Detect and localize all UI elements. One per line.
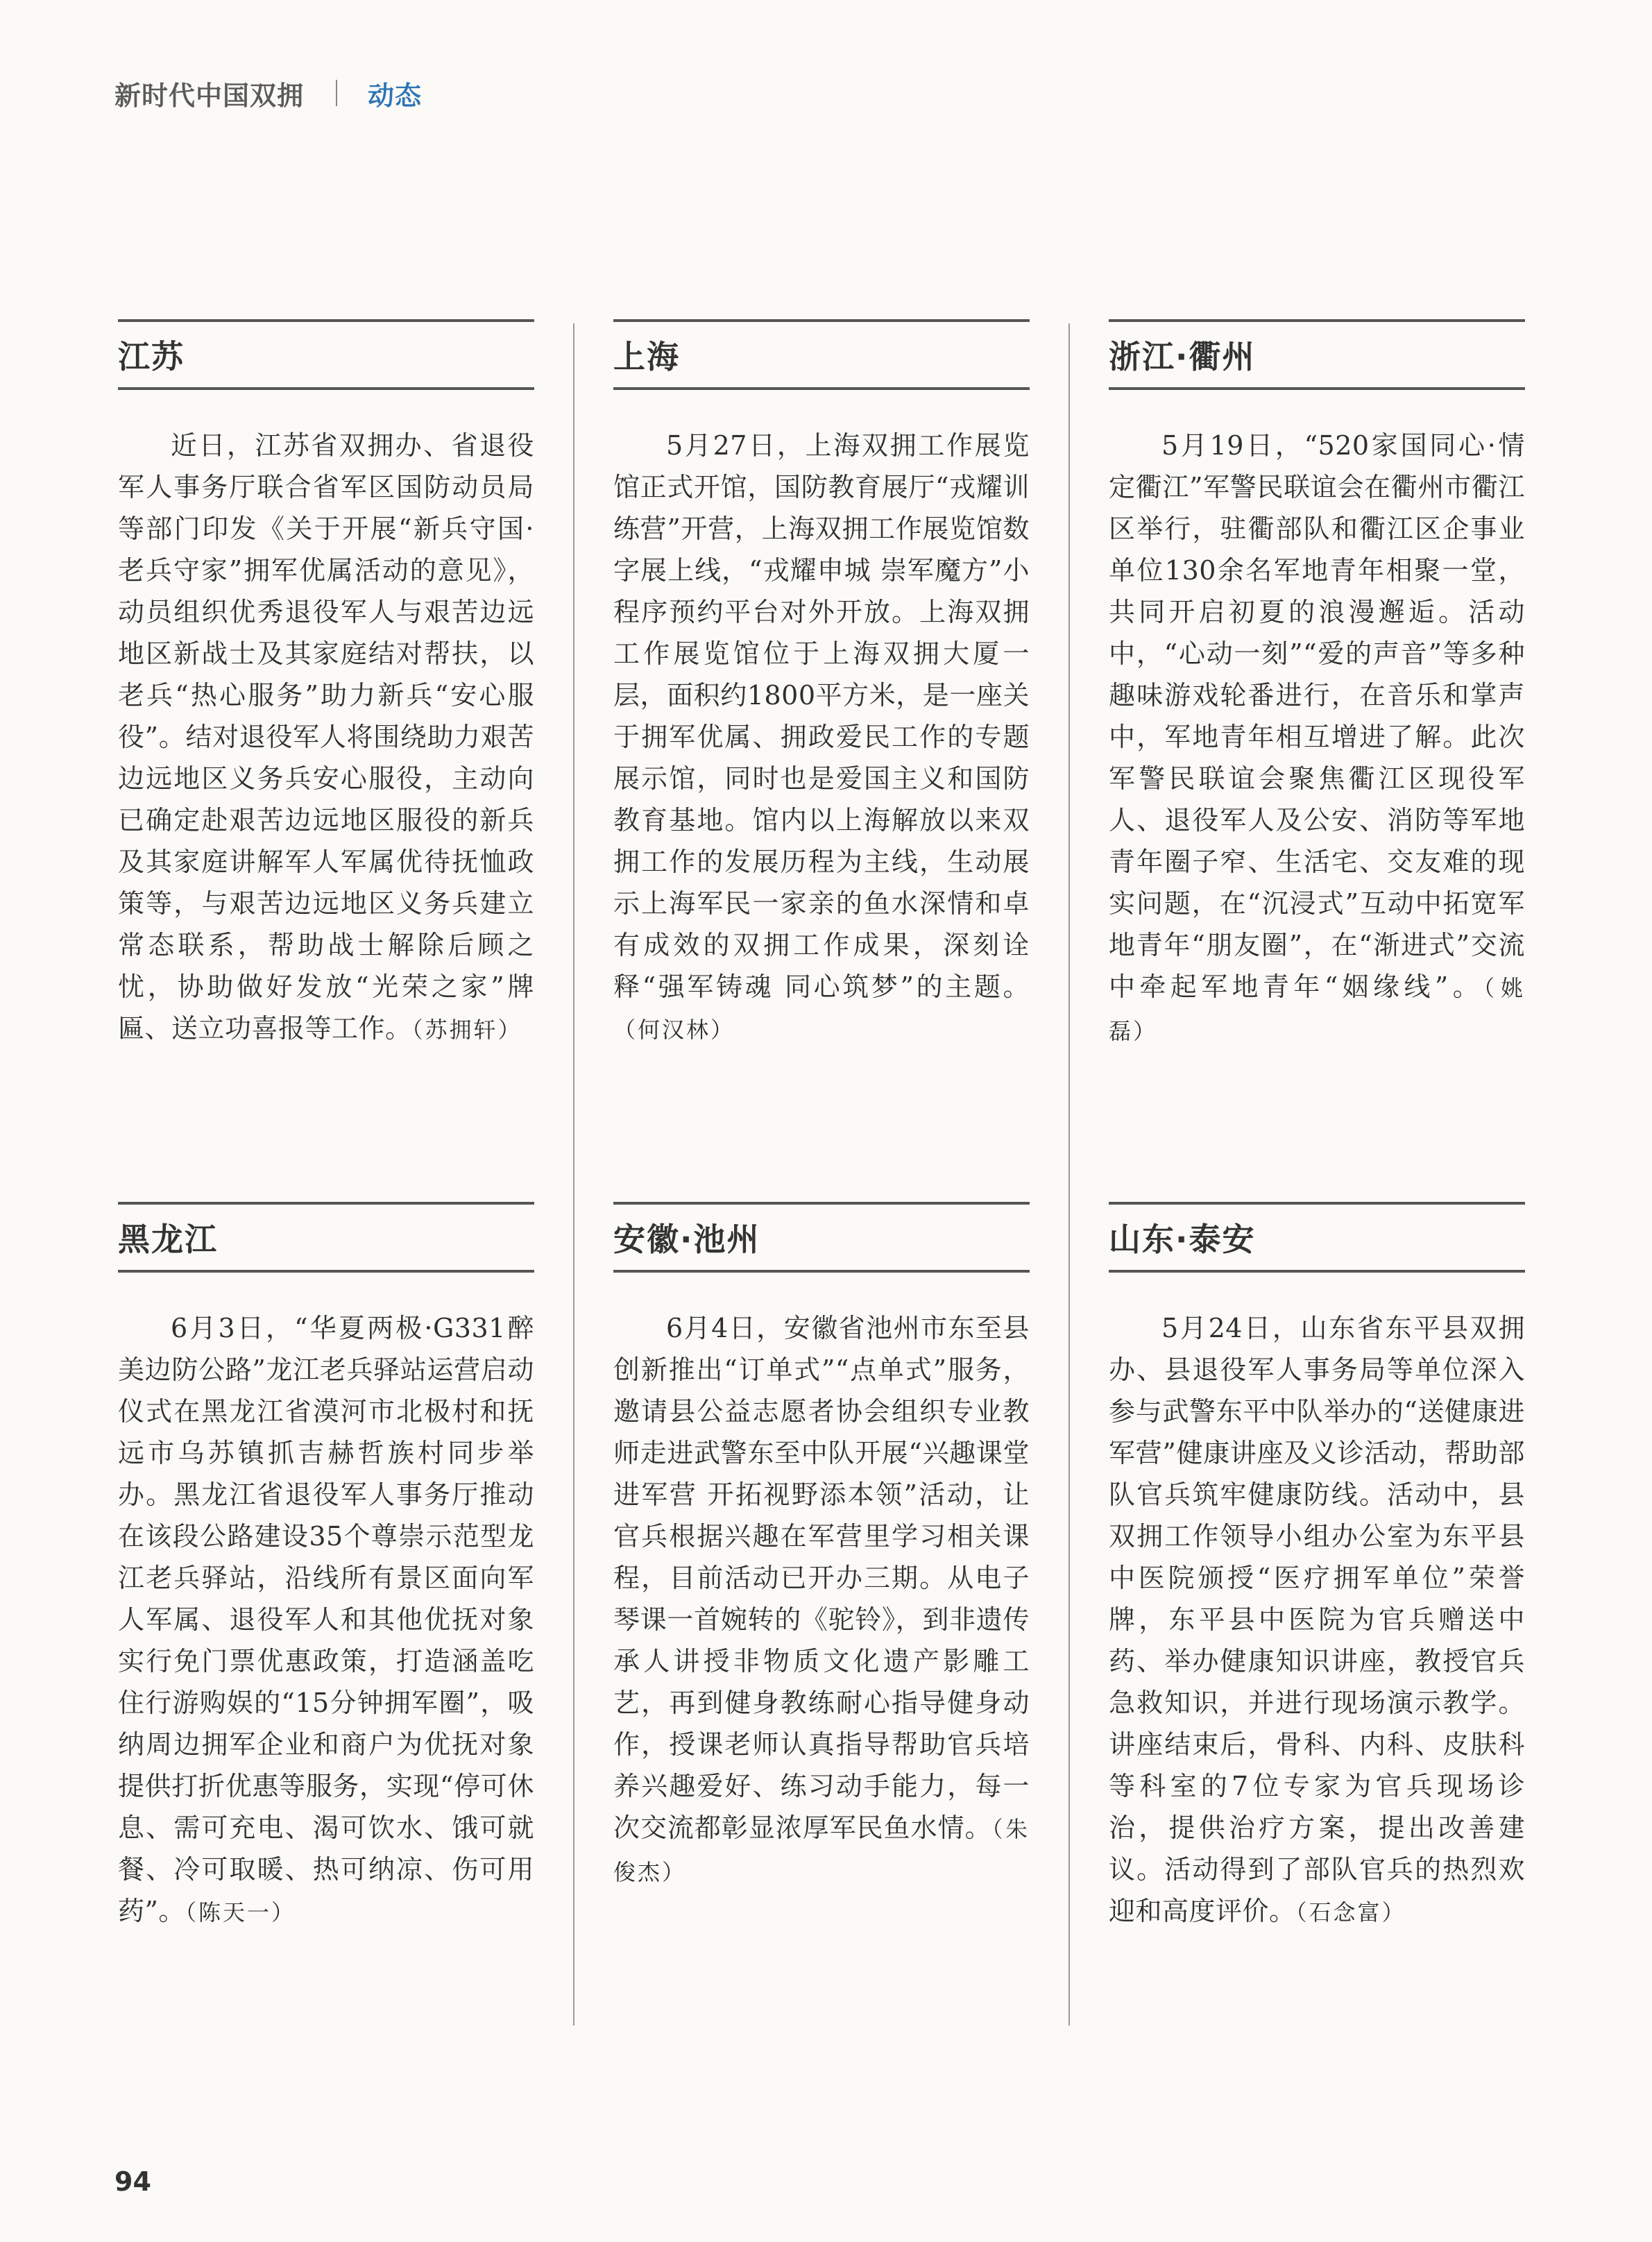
article-text: 5月24日，山东省东平县双拥办、县退役军人事务局等单位深入参与武警东平中队举办的“送健康进军营”健康讲座及义诊活动，帮助部队官兵筑牢健康防线。活动中，县双拥工作领导小组办公室为东平县中医院颁授“医疗拥军单位”荣誉牌，东平县中医院为官兵赠送中药、举办健康知识讲座，教授官兵急救知识，并进行现场演示教学。讲座结束后，骨科、内科、皮肤科等科室的7位专家为官兵现场诊治，提供治疗方案，提出改善建议。活动得到了部队官兵的热烈欢迎和高度评价。 — [1109, 1313, 1525, 1926]
article-shandong-taian — [1109, 1202, 1525, 1933]
article-body — [1109, 1307, 1525, 1933]
article-author: （石念富） — [1295, 1899, 1406, 1926]
series-title: 新时代中国双拥 — [114, 80, 305, 111]
article-author: （苏拥轩） — [411, 1017, 522, 1043]
article-heading — [613, 319, 1030, 390]
article-author: （朱俊杰） — [613, 1816, 1030, 1885]
article-heading — [118, 1202, 534, 1273]
running-header — [114, 74, 422, 112]
column-divider-1 — [573, 323, 574, 2026]
article-region: 浙江·衢州 — [1109, 338, 1256, 375]
article-heading — [118, 319, 534, 390]
article-region: 山东·泰安 — [1109, 1221, 1256, 1258]
page-number: 94 — [114, 2166, 151, 2197]
article-region: 安徽·池州 — [613, 1221, 760, 1258]
article-author: （陈天一） — [185, 1899, 296, 1926]
article-region: 江苏 — [118, 338, 185, 375]
column-divider-2 — [1068, 323, 1070, 2026]
article-jiangsu — [118, 319, 534, 1051]
article-heilongjiang — [118, 1202, 534, 1933]
article-author: （姚 磊） — [1109, 975, 1549, 1044]
article-text: 近日，江苏省双拥办、省退役军人事务厅联合省军区国防动员局等部门印发《关于开展“新兵守国·老兵守家”拥军优属活动的意见》，动员组织优秀退役军人与艰苦边远地区新战士及其家庭结对帮扶，以老兵“热心服务”助力新兵“安心服役”。结对退役军人将围绕助力艰苦边远地区义务兵安心服役，主动向已确定赴艰苦边远地区服役的新兵及其家庭讲解军人军属优待抚恤政策等，与艰苦边远地区义务兵建立常态联系，帮助战士解除后顾之忧，协助做好发放“光荣之家”牌匾、送立功喜报等工作。 — [118, 430, 534, 1044]
article-shanghai — [613, 319, 1030, 1051]
article-heading — [1109, 319, 1525, 390]
article-text: 6月4日，安徽省池州市东至县创新推出“订单式”“点单式”服务，邀请县公益志愿者协会组织专业教师走进武警东至中队开展“兴趣课堂进军营 开拓视野添本领”活动，让官兵根据兴趣在军营里学习相关课程，目前活动已开办三期。从电子琴课一首婉转的《驼铃》，到非遗传承人讲授非物质文化遗产影雕工艺，再到健身教练耐心指导健身动作，授课老师认真指导帮助官兵培养兴趣爱好、练习动手能力，每一次交流都彰显浓厚军民鱼水情。 — [613, 1313, 1030, 1843]
article-text: 6月3日，“华夏两极·G331醉美边防公路”龙江老兵驿站运营启动仪式在黑龙江省漠河市北极村和抚远市乌苏镇抓吉赫哲族村同步举办。黑龙江省退役军人事务厅推动在该段公路建设35个尊崇示范型龙江老兵驿站，沿线所有景区面向军人军属、退役军人和其他优抚对象实行免门票优惠政策，打造涵盖吃住行游购娱的“15分钟拥军圈”，吸纳周边拥军企业和商户为优抚对象提供打折优惠等服务，实现“停可休息、需可充电、渴可饮水、饿可就餐、冷可取暖、热可纳凉、伤可用药”。 — [118, 1313, 534, 1926]
article-text: 5月27日，上海双拥工作展览馆正式开馆，国防教育展厅“戎耀训练营”开营，上海双拥工作展览馆数字展上线，“戎耀申城 崇军魔方”小程序预约平台对外开放。上海双拥工作展览馆位于上海双拥大厦一层，面积约1800平方米，是一座关于拥军优属、拥政爱民工作的专题展示馆，同时也是爱国主义和国防教育基地。馆内以上海解放以来双拥工作的发展历程为主线，生动展示上海军民一家亲的鱼水深情和卓有成效的双拥工作成果，深刻诠释“强军铸魂 同心筑梦”的主题。 — [613, 430, 1030, 1002]
article-anhui-chizhou — [613, 1202, 1030, 1893]
article-body — [613, 1307, 1030, 1893]
article-text: 5月19日，“520家国同心·情定衢江”军警民联谊会在衢州市衢江区举行，驻衢部队和衢江区企事业单位130余名军地青年相聚一堂，共同开启初夏的浪漫邂逅。活动中，“心动一刻”“爱的声音”等多种趣味游戏轮番进行，在音乐和掌声中，军地青年相互增进了解。此次军警民联谊会聚焦衢江区现役军人、退役军人及公安、消防等军地青年圈子窄、生活宅、交友难的现实问题，在“沉浸式”互动中拓宽军地青年“朋友圈”，在“渐进式”交流中牵起军地青年“姻缘线”。 — [1109, 430, 1525, 1002]
article-heading — [613, 1202, 1030, 1273]
article-body — [118, 1307, 534, 1933]
section-title: 动态 — [368, 80, 423, 111]
article-heading — [1109, 1202, 1525, 1273]
article-author: （何汉林） — [613, 1017, 735, 1043]
article-body — [1109, 425, 1549, 1052]
article-region: 黑龙江 — [118, 1221, 218, 1258]
article-body — [118, 425, 534, 1051]
article-body — [613, 425, 1030, 1051]
article-zhejiang-quzhou — [1109, 319, 1549, 1052]
article-region: 上海 — [613, 338, 680, 375]
header-divider — [336, 80, 337, 106]
